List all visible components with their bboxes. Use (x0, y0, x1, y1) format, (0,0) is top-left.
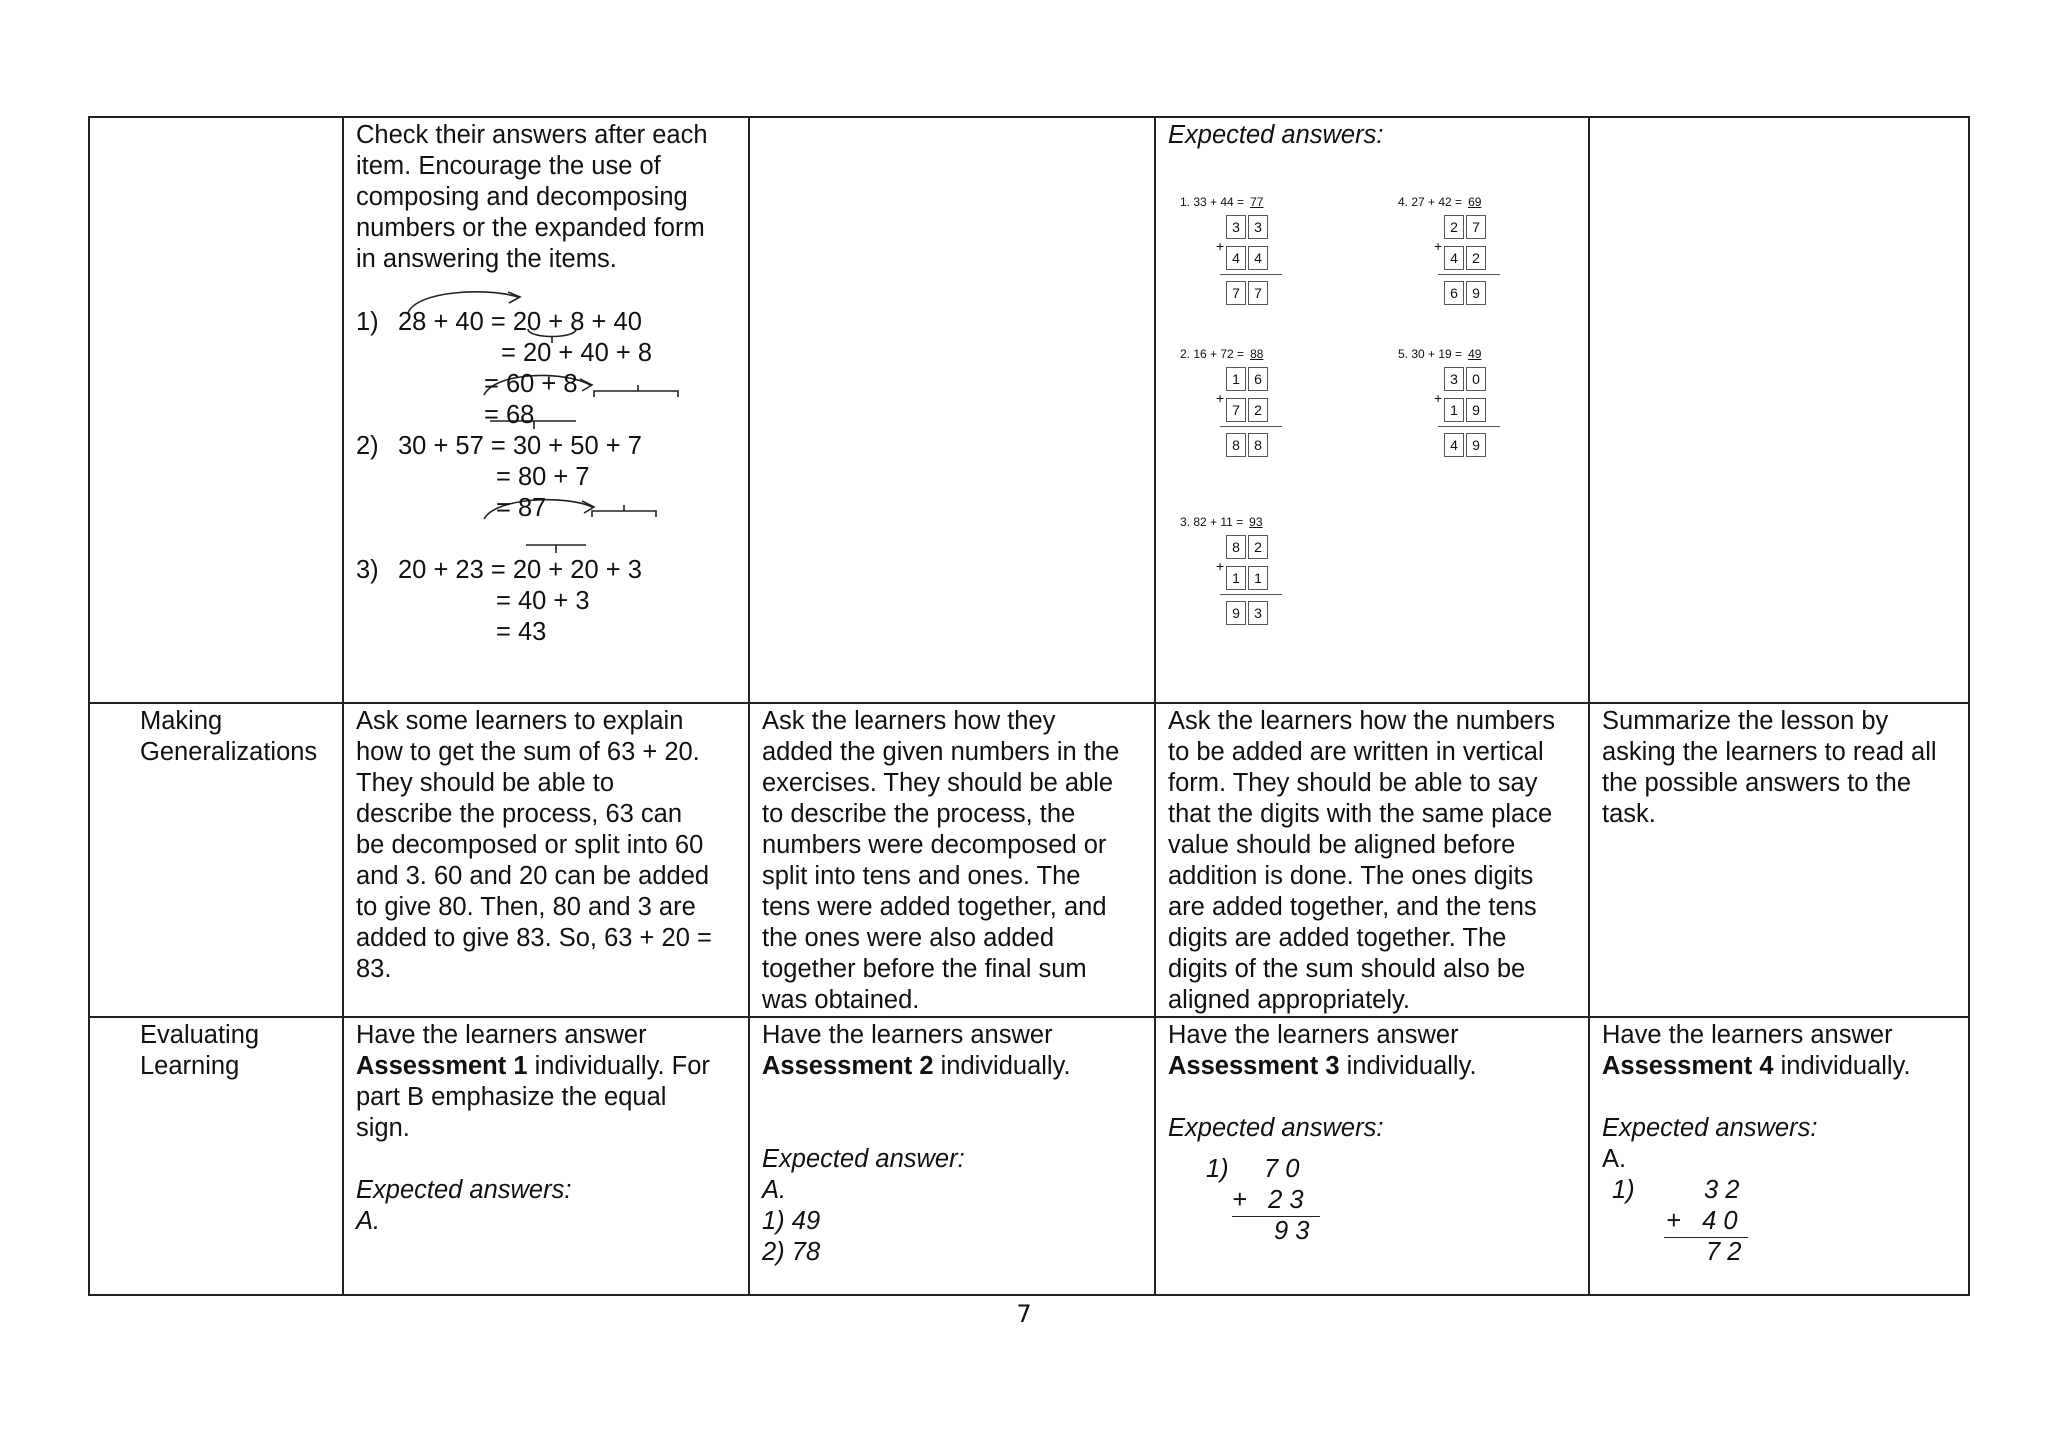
row3-label-cell: Evaluating Learning (89, 1017, 343, 1295)
assessment4-vertical-sum: 1) 3 2 + 4 0 7 2 (1602, 1175, 1956, 1275)
row1-col1-cell (343, 117, 749, 703)
row2-col4-cell: Summarize the lesson by asking the learners to read all the possible answers to the task. (1589, 703, 1969, 1017)
page-number: 7 (1016, 1300, 1032, 1328)
row2-col2-cell: Ask the learners how they added the given numbers in the exercises. They should be able to describe the process, the numbers were decomposed or split into tens and ones. The tens were added together, and the ones were also added together before the final sum was obtained. (749, 703, 1155, 1017)
row-evaluating-learning (89, 1017, 1969, 1295)
row1-col4-cell (1589, 117, 1969, 703)
problem-1: 1. 33 + 44 = 77 3 3 + 4 4 7 7 (1180, 195, 1330, 209)
row2-label-cell: Making Generalizations (89, 703, 343, 1017)
lesson-plan-table (88, 116, 1970, 1296)
vertical-addition-answers (1168, 151, 1576, 691)
row3-col3-cell: Have the learners answer Assessment 3 individually. Expected answers: 1) 7 0 + 2 3 9 3 (1155, 1017, 1589, 1295)
problem-5: 5. 30 + 19 = 49 3 0 + 1 9 4 9 (1398, 347, 1548, 361)
row1-col2-cell (749, 117, 1155, 703)
assessment3-vertical-sum: 1) 7 0 + 2 3 9 3 (1168, 1144, 1576, 1244)
problem-2: 2. 16 + 72 = 88 1 6 + 7 2 8 8 (1180, 347, 1330, 361)
row1-label-cell (89, 117, 343, 703)
row3-col1-cell: Have the learners answer Assessment 1 individually. For part B emphasize the equal sign. Expected answers: A. (343, 1017, 749, 1295)
row-practice (89, 117, 1969, 703)
row3-col4-cell: Have the learners answer Assessment 4 individually. Expected answers: A. 1) 3 2 + 4 0 7 2 (1589, 1017, 1969, 1295)
row1-col3-cell (1155, 117, 1589, 703)
row2-col3-cell: Ask the learners how the numbers to be added are written in vertical form. They should be able to say that the digits with the same place value should be aligned before addition is done. The ones digits are added together, and the tens digits are added together. The digits of the sum should also be aligned appropriately. (1155, 703, 1589, 1017)
row-making-generalizations (89, 703, 1969, 1017)
row2-col1-cell: Ask some learners to explain how to get the sum of 63 + 20. They should be able to describe the process, 63 can be decomposed or split into 60 and 3. 60 and 20 can be added to give 80. Then, 80 and 3 are added to give 83. So, 63 + 20 = 83. (343, 703, 749, 1017)
row3-col2-cell: Have the learners answer Assessment 2 individually. Expected answer: A. 1) 49 2) 78 (749, 1017, 1155, 1295)
expected-answers-heading: Expected answers: (1168, 121, 1384, 149)
problem-4: 4. 27 + 42 = 69 2 7 + 4 2 6 9 (1398, 195, 1548, 209)
row1-col1-intro: Check their answers after each item. Encourage the use of composing and decomposing numbers or the expanded form in answering the items. (356, 121, 708, 273)
problem-3: 3. 82 + 11 = 93 8 2 + 1 1 9 3 (1180, 515, 1330, 529)
decomposition-work: 1) 28 + 40 = 20 + 8 + 40 = 20 + 40 + 8 = 60 + 8 = 68 2) 30 + 57 = 30 + 50 + 7 = 80 + 7 = 87 3) 20 + 23 = 20 + 20 + 3 = 40 + 3 = 43 (356, 287, 736, 682)
